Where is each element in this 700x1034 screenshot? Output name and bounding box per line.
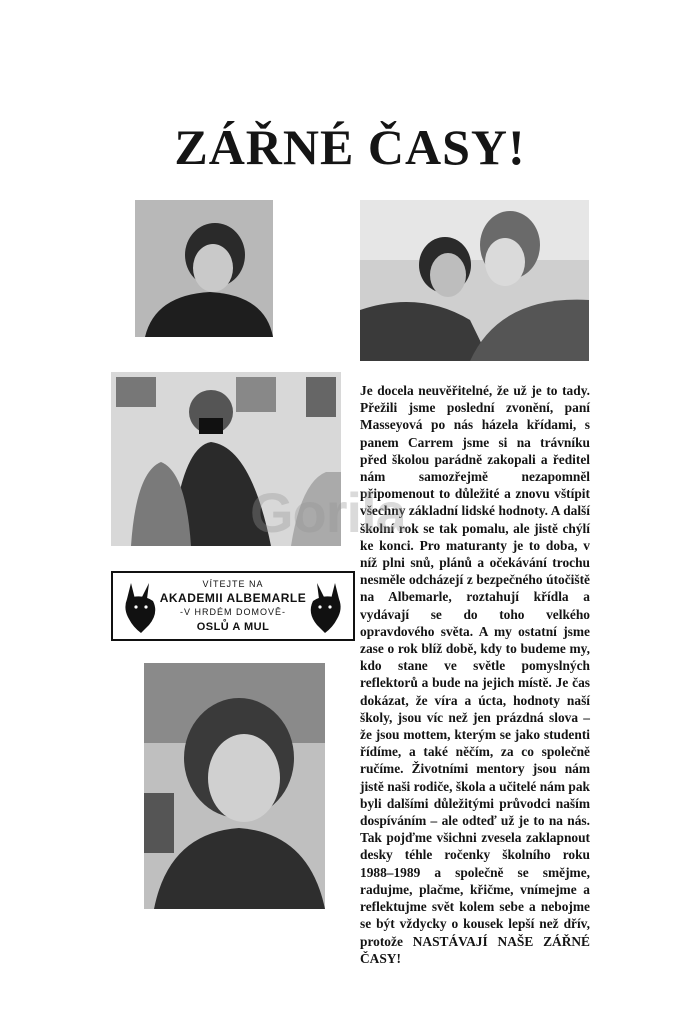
banner-line-1: VÍTEJTE NA xyxy=(202,579,264,589)
watermark: Gorila xyxy=(250,481,406,544)
photo-girl-portrait xyxy=(135,200,273,337)
banner-line-3: -V HRDÉM DOMOVĚ- xyxy=(180,607,286,617)
school-banner xyxy=(111,571,355,641)
body-text: Je docela neuvěřitelné, že už je to tady. Přežili jsme poslední zvonění, paní Masseyová po nás házela křídami, s panem Carrem jsme si na trávníku před školou parádně zakopali a ředitel nám samozřejmě nezapomněl připomenout to důležité a znovu vštípit všechny základní lidské hodnoty. A další školní rok se tak pomalu, ale jistě chýlí ke konci. Pro maturanty je to doba, v níž plni snů, plánů a očekávání trochu nesměle odcházejí z bezpečného útočiště na Albemarle, roztahují křídla a vydávají se do toho velkého opravdového světa. A my ostatní jsme zase o rok blíž době, kdy to budeme my, kdo stane ve světle pomyslných reflektorů a bude na jejich místě. Je čas dokázat, že víra a úcta, hodnoty naší školy, jsou víc než jen prázdná slova – že jsou mottem, kterým se jako studenti řídíme, a také něčím, za co společně ručíme. Životními mentory jsou nám jistě naši rodiče, škola a učitelé nám pak byli dalšími důležitými průvodci naším dospíváním – ale odteď už je to na nás. Tak pojďme všichni zvesela zaklapnout desky téhle ročenky školního roku 1988–1989 a společně se smějme, radujme, plačme, křičme, vnímejme a reflektujme svět kolem sebe a nebojme se být vždycky o kousek lepší než dřív, protože NASTÁVAJÍ NAŠE ZÁŘNÉ ČASY! xyxy=(360,383,590,966)
banner-line-2: AKADEMII ALBEMARLE xyxy=(159,591,307,605)
photo-curly-hair-girl xyxy=(144,663,325,909)
page-title: ZÁŘNÉ ČASY! xyxy=(174,119,526,175)
photo-two-teens xyxy=(360,200,589,361)
donkey-icon xyxy=(303,579,347,635)
banner-line-4: OSLŮ A MUL xyxy=(196,621,270,633)
